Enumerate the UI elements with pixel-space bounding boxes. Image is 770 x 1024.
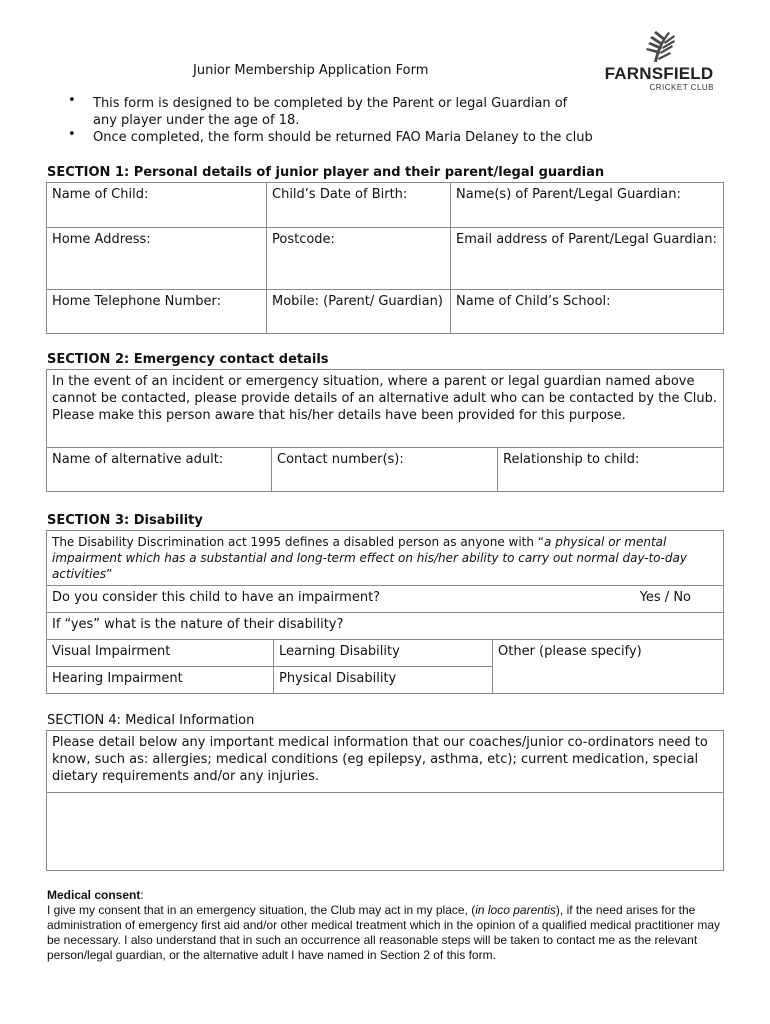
home-phone-field[interactable]: Home Telephone Number: xyxy=(47,290,267,334)
section4-heading: SECTION 4: Medical Information xyxy=(47,713,255,728)
definition-prefix: The Disability Discrimination act 1995 defines a disabled person as anyone with “ xyxy=(52,535,545,549)
section3-heading: SECTION 3: Disability xyxy=(47,513,203,528)
intro-bullet: • Once completed, the form should be returned FAO Maria Delaney to the club xyxy=(66,129,673,146)
physical-disability-option[interactable]: Physical Disability xyxy=(274,667,493,694)
child-name-field[interactable]: Name of Child: xyxy=(47,183,267,228)
emergency-contact-table xyxy=(46,369,724,492)
consent-text-italic: in loco parentis xyxy=(475,903,556,917)
intro-bullet: • This form is designed to be completed by the Parent or legal Guardian of any player under the age of 18. xyxy=(66,95,593,129)
parent-email-field[interactable]: Email address of Parent/Legal Guardian: xyxy=(451,228,724,290)
fern-leaf-icon xyxy=(598,28,720,64)
consent-heading: Medical consent xyxy=(47,888,141,902)
emergency-intro: In the event of an incident or emergency situation, where a parent or legal guardian named above cannot be contacted, please provide details of an alternative adult who can be contacted by the Club. Please make this person aware that his/her details have been provided for this purpose. xyxy=(47,370,724,448)
form-title: Junior Membership Application Form xyxy=(193,63,429,78)
learning-disability-option[interactable]: Learning Disability xyxy=(274,640,493,667)
visual-impairment-option[interactable]: Visual Impairment xyxy=(47,640,274,667)
definition-suffix: ” xyxy=(106,567,113,581)
medical-info-prompt: Please detail below any important medical information that our coaches/junior co-ordinators need to know, such as: allergies; medical conditions (eg epilepsy, asthma, etc); current medication, special dietary requirements and/or any injuries. xyxy=(47,731,724,793)
school-field[interactable]: Name of Child’s School: xyxy=(451,290,724,334)
hearing-impairment-option[interactable]: Hearing Impairment xyxy=(47,667,274,694)
medical-info-table xyxy=(46,730,724,871)
logo-subtitle: CRICKET CLUB xyxy=(649,83,714,92)
impairment-question-row xyxy=(47,586,724,613)
consent-text-after: ), if the need arises for the administration of emergency first aid and/or other medical treatment which in the opinion of a qualified medical practitioner may be necessary. I also understand that in such an occurrence all reasonable steps will be taken to contact me as the relevant person/legal guardian, or the alternative adult I have named in Section 2 of this form. xyxy=(47,903,721,962)
section2-heading: SECTION 2: Emergency contact details xyxy=(47,352,329,367)
alt-adult-name-field[interactable]: Name of alternative adult: xyxy=(47,448,272,492)
medical-info-input[interactable] xyxy=(47,793,724,871)
yes-no-answer[interactable]: Yes / No xyxy=(639,590,691,605)
definition-quote: a physical or mental impairment which has a substantial and long-term effect on his/her ability to carry out normal day-to-day activities xyxy=(52,535,687,581)
consent-text xyxy=(47,903,727,963)
other-disability-field[interactable]: Other (please specify) xyxy=(493,640,724,694)
home-address-field[interactable]: Home Address: xyxy=(47,228,267,290)
postcode-field[interactable]: Postcode: xyxy=(267,228,451,290)
child-dob-field[interactable]: Child’s Date of Birth: xyxy=(267,183,451,228)
disability-nature-question: If “yes” what is the nature of their disability? xyxy=(47,613,724,640)
relationship-field[interactable]: Relationship to child: xyxy=(498,448,724,492)
logo-wordmark: FARNSFIELD xyxy=(604,64,714,83)
disability-definition xyxy=(47,531,724,586)
intro-bullets xyxy=(66,95,656,146)
alt-contact-number-field[interactable]: Contact number(s): xyxy=(272,448,498,492)
consent-colon: : xyxy=(140,888,144,902)
personal-details-table xyxy=(46,182,724,334)
medical-consent xyxy=(47,888,727,963)
mobile-field[interactable]: Mobile: (Parent/ Guardian) xyxy=(267,290,451,334)
consent-text-before: I give my consent that in an emergency situation, the Club may act in my place, ( xyxy=(47,903,476,917)
club-logo xyxy=(598,28,720,94)
disability-table xyxy=(46,530,724,694)
impairment-question: Do you consider this child to have an impairment? xyxy=(52,590,381,605)
section1-heading: SECTION 1: Personal details of junior player and their parent/legal guardian xyxy=(47,165,605,180)
parent-name-field[interactable]: Name(s) of Parent/Legal Guardian: xyxy=(451,183,724,228)
